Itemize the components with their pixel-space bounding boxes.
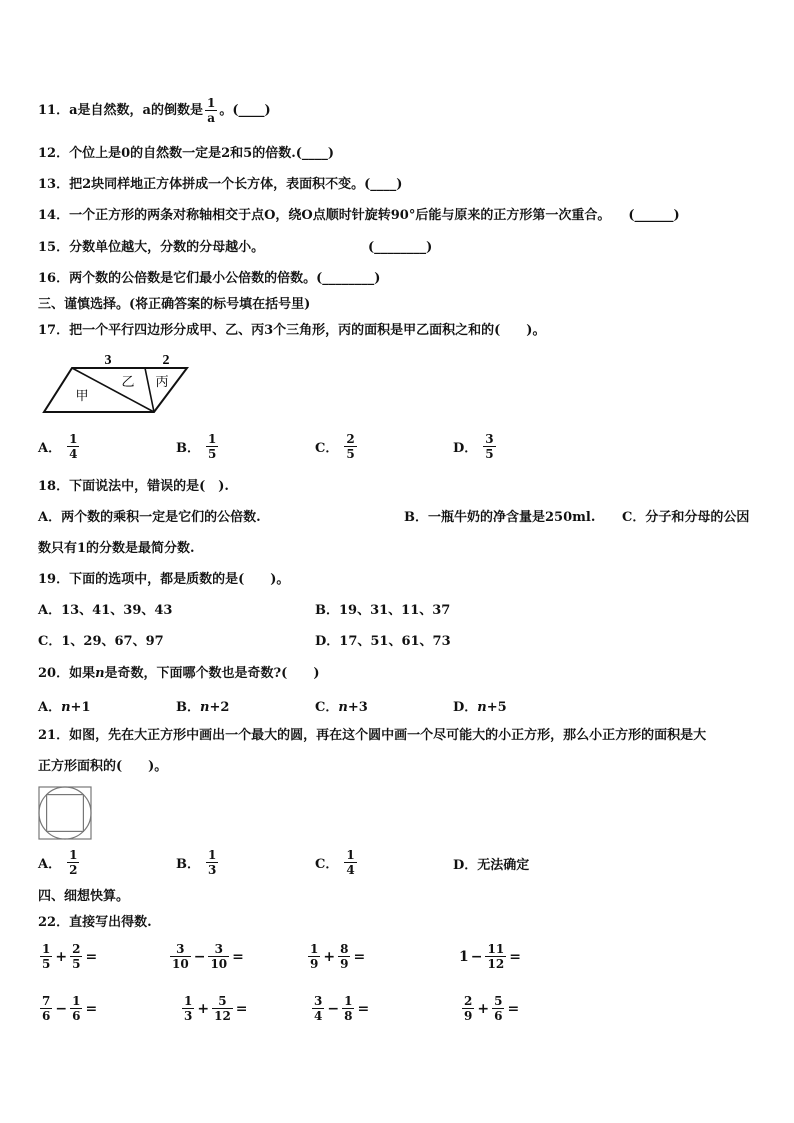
- equals-sign: =: [353, 948, 366, 965]
- q19-option-d[interactable]: D．17、51、61、73: [315, 634, 451, 649]
- option-label: B．: [176, 857, 200, 872]
- calc-1-3: [306, 942, 366, 971]
- q21-option-a[interactable]: [38, 848, 81, 877]
- denominator: 12: [487, 957, 505, 971]
- q19-option-a[interactable]: A．13、41、39、43: [38, 603, 173, 618]
- numerator: 1: [69, 848, 78, 862]
- q17-option-a-label: A．: [38, 441, 62, 456]
- operator: +: [55, 948, 68, 965]
- frac-b: [70, 942, 82, 971]
- question-20: [38, 665, 319, 683]
- option-variable: n: [338, 700, 348, 715]
- numerator: 1: [69, 432, 78, 446]
- equals-sign: =: [85, 1000, 98, 1017]
- option-variable: n: [477, 700, 487, 715]
- question-14: [38, 207, 680, 225]
- q20-variable: n: [95, 666, 105, 681]
- frac-a: [40, 942, 52, 971]
- denominator: 4: [346, 863, 355, 877]
- q17-option-c-label: C．: [315, 441, 339, 456]
- q18-option-a[interactable]: A．两个数的乘积一定是它们的公倍数.: [38, 510, 261, 525]
- numerator: 3: [170, 942, 191, 957]
- frac-a: [312, 994, 324, 1023]
- option-label: C．: [315, 700, 339, 715]
- q11-blank: 。(____): [219, 103, 271, 118]
- numerator: 2: [464, 994, 473, 1008]
- denominator: 9: [464, 1009, 473, 1023]
- frac-b: [342, 994, 354, 1023]
- whole-number: 1: [459, 948, 469, 965]
- q17-option-c-fraction: [344, 432, 356, 461]
- denominator: 6: [72, 1009, 81, 1023]
- denominator: 3: [184, 1009, 193, 1023]
- denominator: 5: [346, 447, 355, 461]
- frac-b: [492, 994, 504, 1023]
- section-4-heading: 四、细想快算。: [38, 889, 130, 904]
- equals-sign: =: [357, 1000, 370, 1017]
- option-label: B．: [176, 700, 200, 715]
- option-fraction: [206, 848, 218, 877]
- calc-2-2: [180, 994, 249, 1023]
- inner-line: [145, 368, 154, 412]
- numerator: 1: [208, 848, 217, 862]
- q21-option-d[interactable]: D．无法确定: [453, 858, 530, 873]
- parallelogram-figure: [40, 350, 190, 414]
- frac-b: [485, 942, 506, 971]
- small-square: [47, 795, 84, 832]
- frac-b: [208, 942, 229, 971]
- q14-blank: (______): [628, 208, 680, 223]
- calc-1-4: [458, 942, 522, 971]
- q11-numerator: 1: [206, 96, 216, 110]
- question-13: 13．把2块同样地正方体拼成一个长方体，表面积不变。(____): [38, 177, 403, 192]
- frac-b: [338, 942, 350, 971]
- numerator: 2: [72, 942, 81, 956]
- denominator: 4: [314, 1009, 323, 1023]
- q15-text: 15．分数单位越大，分数的分母越小。: [38, 240, 265, 255]
- frac-a: [170, 942, 191, 971]
- numerator: 11: [487, 942, 505, 956]
- label-bing: 丙: [155, 375, 169, 390]
- q18-option-c[interactable]: C．分子和分母的公因: [622, 510, 750, 525]
- numerator: 1: [208, 432, 217, 446]
- question-19: 19．下面的选项中，都是质数的是( )。: [38, 572, 290, 587]
- option-variable: n: [200, 700, 210, 715]
- section-3-heading: 三、谨慎选择。(将正确答案的标号填在括号里): [38, 297, 311, 312]
- option-rest: +3: [347, 700, 368, 715]
- denominator: 6: [42, 1009, 51, 1023]
- q17-option-b[interactable]: [176, 432, 220, 461]
- top-length-3: 3: [104, 353, 112, 368]
- question-15: [38, 239, 433, 257]
- question-22: 22．直接写出得数.: [38, 915, 152, 930]
- option-label: A．: [38, 700, 62, 715]
- denominator: 9: [310, 957, 319, 971]
- denominator: 5: [485, 447, 494, 461]
- square-circle-figure: [38, 786, 92, 840]
- denominator: 6: [494, 1009, 503, 1023]
- equals-sign: =: [507, 1000, 520, 1017]
- denominator: 5: [208, 447, 217, 461]
- frac-a: [182, 994, 194, 1023]
- calc-2-1: [38, 994, 98, 1023]
- numerator: 3: [485, 432, 494, 446]
- q11-text: 11．a是自然数，a的倒数是: [38, 103, 203, 118]
- question-18: 18．下面说法中，错误的是( ).: [38, 479, 229, 494]
- operator: −: [193, 948, 206, 965]
- calc-1-2: [168, 942, 245, 971]
- q11-fraction: [205, 96, 217, 125]
- denominator: 10: [172, 957, 189, 971]
- numerator: 1: [72, 994, 81, 1008]
- numerator: 7: [42, 994, 51, 1008]
- q17-option-b-label: B．: [176, 441, 200, 456]
- q17-option-c[interactable]: [315, 432, 359, 461]
- q20-text-post: 是奇数，下面哪个数也是奇数?( ): [104, 666, 320, 681]
- q21-option-c[interactable]: [315, 848, 359, 877]
- frac-a: [462, 994, 474, 1023]
- numerator: 5: [212, 994, 233, 1009]
- q15-blank: (________): [368, 240, 433, 255]
- question-21-line-1: 21．如图，先在大正方形中画出一个最大的圆，再在这个圆中画一个尽可能大的小正方形，那么小正方形的面积是大: [38, 728, 707, 743]
- denominator: 5: [42, 957, 51, 971]
- numerator: 1: [346, 848, 355, 862]
- operator: −: [327, 1000, 340, 1017]
- q19-option-c[interactable]: C．1、29、67、97: [38, 634, 164, 649]
- denominator: 2: [69, 863, 78, 877]
- operator: +: [197, 1000, 210, 1017]
- q20-option-c[interactable]: [315, 696, 368, 715]
- option-fraction: [344, 848, 356, 877]
- numerator: 8: [340, 942, 349, 956]
- q17-option-a-fraction: [67, 432, 79, 461]
- q20-option-d[interactable]: [453, 696, 507, 715]
- q20-option-a[interactable]: [38, 696, 91, 715]
- numerator: 3: [314, 994, 323, 1008]
- equals-sign: =: [85, 948, 98, 965]
- question-21-line-2: 正方形面积的( )。: [38, 759, 168, 774]
- q21-option-b[interactable]: [176, 848, 220, 877]
- question-12: 12．个位上是0的自然数一定是2和5的倍数.(____): [38, 146, 335, 161]
- label-yi: 乙: [121, 375, 135, 390]
- q20-text-pre: 20．如果: [38, 666, 96, 681]
- operator: −: [470, 948, 483, 965]
- denominator: 9: [340, 957, 349, 971]
- option-label: A．: [38, 857, 62, 872]
- numerator: 1: [184, 994, 193, 1008]
- numerator: 3: [208, 942, 229, 957]
- denominator: 12: [214, 1009, 231, 1023]
- question-11: [38, 96, 271, 125]
- option-rest: +5: [486, 700, 507, 715]
- q18-option-b[interactable]: B．一瓶牛奶的净含量是250ml.: [404, 510, 596, 525]
- label-jia: 甲: [75, 389, 89, 404]
- equals-sign: =: [235, 1000, 248, 1017]
- q17-option-d-label: D．: [453, 441, 478, 456]
- operator: +: [323, 948, 336, 965]
- q17-option-a[interactable]: [38, 432, 81, 461]
- frac-a: [308, 942, 320, 971]
- question-16: 16．两个数的公倍数是它们最小公倍数的倍数。(________): [38, 271, 381, 286]
- q20-option-b[interactable]: [176, 696, 229, 715]
- denominator: 8: [344, 1009, 353, 1023]
- option-variable: n: [61, 700, 71, 715]
- q14-text: 14．一个正方形的两条对称轴相交于点O，绕O点顺时针旋转90°后能与原来的正方形第一次重合。: [38, 208, 611, 223]
- operator: −: [55, 1000, 68, 1017]
- q11-denominator: a: [207, 111, 216, 125]
- numerator: 2: [346, 432, 355, 446]
- denominator: 10: [210, 957, 228, 971]
- top-length-2: 2: [162, 353, 170, 368]
- denominator: 5: [72, 957, 81, 971]
- numerator: 1: [42, 942, 51, 956]
- numerator: 5: [494, 994, 503, 1008]
- q19-option-b[interactable]: B．19、31、11、37: [315, 603, 451, 618]
- numerator: 1: [344, 994, 353, 1008]
- calc-1-1: [38, 942, 98, 971]
- option-label: D．: [453, 700, 478, 715]
- q17-option-d-fraction: [483, 432, 495, 461]
- denominator: 4: [69, 447, 78, 461]
- q17-option-b-fraction: [206, 432, 218, 461]
- option-label: C．: [315, 857, 339, 872]
- frac-b: [212, 994, 233, 1023]
- denominator: 3: [208, 863, 217, 877]
- calc-2-3: [310, 994, 370, 1023]
- option-fraction: [67, 848, 79, 877]
- q18-option-c-continued: 数只有1的分数是最简分数.: [38, 541, 195, 556]
- operator: +: [477, 1000, 490, 1017]
- question-17: 17．把一个平行四边形分成甲、乙、丙3个三角形，丙的面积是甲乙面积之和的( )。: [38, 323, 546, 338]
- option-rest: +2: [209, 700, 230, 715]
- q17-option-d[interactable]: [453, 432, 498, 461]
- frac-b: [70, 994, 82, 1023]
- calc-2-4: [460, 994, 520, 1023]
- equals-sign: =: [232, 948, 244, 965]
- frac-a: [40, 994, 52, 1023]
- numerator: 1: [310, 942, 319, 956]
- option-rest: +1: [70, 700, 91, 715]
- equals-sign: =: [509, 948, 521, 965]
